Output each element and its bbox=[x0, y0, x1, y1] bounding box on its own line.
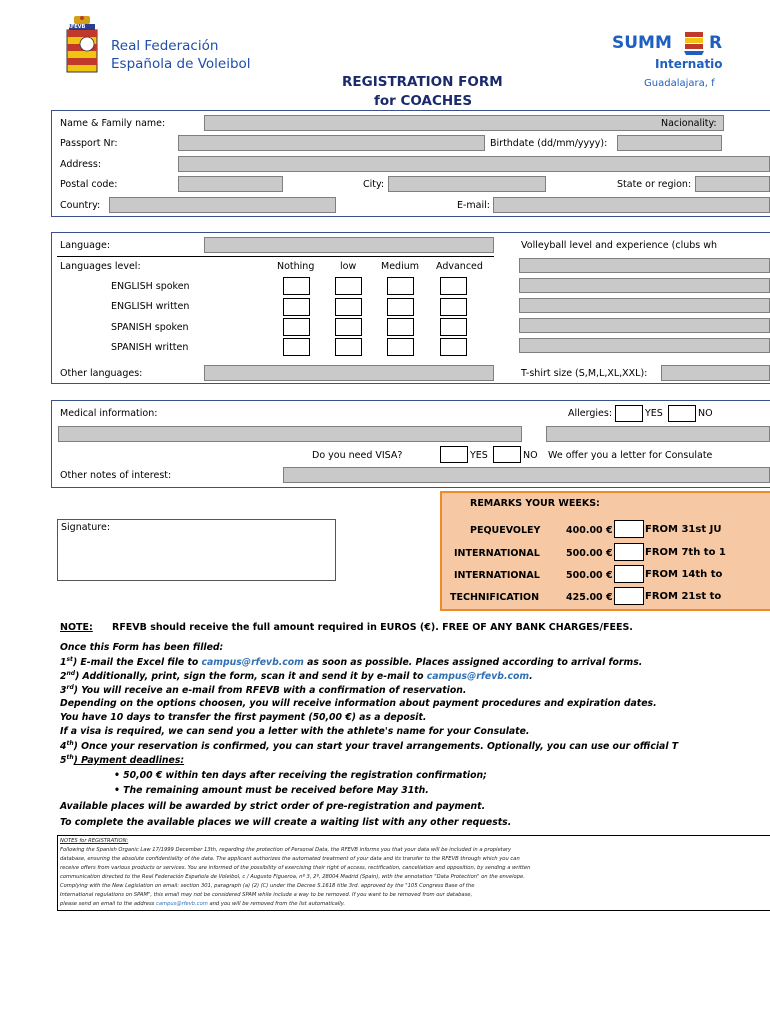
passport-label: Passport Nr: bbox=[60, 138, 118, 149]
form-title: REGISTRATION FORM bbox=[342, 74, 503, 90]
visa-no-label: NO bbox=[523, 450, 538, 461]
week-name: TECHNIFICATION bbox=[450, 592, 540, 603]
tshirt-input[interactable] bbox=[661, 365, 770, 381]
volleyball-level-label: Volleyball level and experience (clubs wh bbox=[521, 240, 718, 251]
lang-row-label: ENGLISH written bbox=[111, 301, 190, 312]
level-header-medium: Medium bbox=[381, 261, 419, 272]
step-number: 4 bbox=[60, 741, 67, 753]
week-name: PEQUEVOLEY bbox=[470, 525, 541, 536]
volleyball-experience-input[interactable] bbox=[519, 258, 770, 273]
event-title-a: SUMM bbox=[612, 33, 672, 53]
step-text: ) Once your reservation is confirmed, you can start your travel arrangements. Optionally, you can use our official T bbox=[73, 741, 679, 753]
fineprint-line: receive offers from various products or services. You are informed of the possibility of exercising their right of access, rectification, cancellation and opposition, by sending a written bbox=[60, 865, 531, 871]
level-header-advanced: Advanced bbox=[436, 261, 483, 272]
level-checkbox[interactable] bbox=[387, 338, 414, 356]
logo-text: RFEVB bbox=[67, 24, 86, 30]
step-1 bbox=[60, 656, 642, 668]
fineprint-line: database, ensuring the absolute confidentiality of the data. The applicant authorizes the automated treatment of your data and its transfer to the RFEVB through which you can bbox=[60, 856, 520, 862]
birthdate-input[interactable] bbox=[617, 135, 722, 151]
step-text: . bbox=[529, 671, 533, 683]
lang-row-label: SPANISH spoken bbox=[111, 322, 189, 333]
passport-input[interactable] bbox=[178, 135, 485, 151]
email-input[interactable] bbox=[493, 197, 770, 213]
week-checkbox[interactable] bbox=[614, 565, 644, 583]
note-text: RFEVB should receive the full amount required in EUROS (€). FREE OF ANY BANK CHARGES/FEES. bbox=[112, 622, 633, 633]
city-label: City: bbox=[363, 179, 385, 190]
week-date: FROM 14th to bbox=[645, 569, 723, 580]
name-input[interactable] bbox=[204, 115, 724, 131]
allergies-input[interactable] bbox=[546, 426, 770, 442]
address-label: Address: bbox=[60, 159, 102, 170]
volleyball-experience-input[interactable] bbox=[519, 338, 770, 353]
level-checkbox[interactable] bbox=[387, 298, 414, 316]
nationality-label: Nacionality: bbox=[661, 118, 717, 129]
level-checkbox[interactable] bbox=[440, 318, 467, 336]
step-3 bbox=[60, 684, 466, 696]
event-subtitle: Internatio bbox=[655, 57, 723, 71]
week-checkbox[interactable] bbox=[614, 543, 644, 561]
level-header-low: low bbox=[340, 261, 357, 272]
step-5 bbox=[60, 754, 184, 766]
fineprint-line bbox=[60, 901, 345, 907]
visa-line: If a visa is required, we can send you a letter with the athlete's name for your Consulate. bbox=[60, 726, 530, 737]
options-line: Depending on the options choosen, you will receive information about payment procedures and expiration dates. bbox=[60, 698, 657, 709]
week-price: 500.00 € bbox=[566, 570, 613, 581]
week-name: INTERNATIONAL bbox=[454, 570, 540, 581]
step-4 bbox=[60, 740, 722, 752]
languages-level-label: Languages level: bbox=[60, 261, 141, 272]
rfevb-logo bbox=[63, 14, 101, 76]
week-price: 500.00 € bbox=[566, 548, 613, 559]
level-checkbox[interactable] bbox=[283, 338, 310, 356]
divider bbox=[57, 256, 494, 257]
postal-input[interactable] bbox=[178, 176, 283, 192]
visa-yes-label: YES bbox=[470, 450, 488, 461]
email-link[interactable]: campus@rfevb.com bbox=[426, 671, 530, 683]
deposit-line: You have 10 days to transfer the first payment (50,00 €) as a deposit. bbox=[60, 712, 427, 723]
level-checkbox[interactable] bbox=[335, 298, 362, 316]
step-2 bbox=[60, 670, 533, 682]
notes-label: Other notes of interest: bbox=[60, 470, 172, 481]
deadline-bullet: • 50,00 € within ten days after receiving the registration confirmation; bbox=[114, 770, 487, 781]
fineprint-title: NOTES for REGISTRATION: bbox=[60, 838, 129, 844]
week-date: FROM 31st JU bbox=[645, 524, 722, 535]
volleyball-experience-input[interactable] bbox=[519, 298, 770, 313]
country-label: Country: bbox=[60, 200, 101, 211]
medical-input[interactable] bbox=[58, 426, 522, 442]
step-text: as soon as possible. Places assigned according to arrival forms. bbox=[303, 657, 643, 669]
level-checkbox[interactable] bbox=[283, 318, 310, 336]
email-link[interactable]: campus@rfevb.com bbox=[156, 901, 208, 907]
step-number: 3 bbox=[60, 685, 67, 697]
fineprint-line: Complying with the New Legislation on email: section 301, paragraph (a) (2) (C) under the Decree S.1618 title 3rd. approved by the "105 Congress Base of the bbox=[60, 883, 475, 889]
step-suffix: st bbox=[66, 656, 73, 663]
visa-no-checkbox[interactable] bbox=[493, 446, 521, 463]
step-text: ) Payment deadlines: bbox=[73, 755, 185, 767]
level-header-nothing: Nothing bbox=[277, 261, 315, 272]
birthdate-label: Birthdate (dd/mm/yyyy): bbox=[490, 138, 608, 149]
week-checkbox[interactable] bbox=[614, 520, 644, 538]
consulate-text: We offer you a letter for Consulate bbox=[548, 450, 713, 461]
volleyball-experience-input[interactable] bbox=[519, 278, 770, 293]
other-languages-label: Other languages: bbox=[60, 368, 143, 379]
fineprint-line: Following the Spanish Organic Law 17/1999 December 13th, regarding the protection of Personal Data, the RFEVB informs you that your data will be included in a propietary bbox=[60, 847, 512, 853]
fineprint-text: please send an email to the address bbox=[60, 901, 157, 907]
available-line: Available places will be awarded by strict order of pre-registration and payment. bbox=[60, 801, 486, 812]
step-text: ) You will receive an e-mail from RFEVB with a confirmation of reservation. bbox=[73, 685, 467, 697]
event-title-b: R bbox=[709, 33, 723, 53]
address-input[interactable] bbox=[178, 156, 770, 172]
allergies-label: Allergies: bbox=[568, 408, 613, 419]
fineprint-text: and you will be removed from the list automatically. bbox=[207, 901, 346, 907]
lang-row-label: SPANISH written bbox=[111, 342, 189, 353]
week-name: INTERNATIONAL bbox=[454, 548, 540, 559]
city-input[interactable] bbox=[388, 176, 546, 192]
week-date: FROM 21st to bbox=[645, 591, 722, 602]
lang-row-label: ENGLISH spoken bbox=[111, 281, 190, 292]
language-label: Language: bbox=[60, 240, 111, 251]
level-checkbox[interactable] bbox=[335, 277, 362, 295]
language-input[interactable] bbox=[204, 237, 494, 253]
fineprint-line: communication directed to the Real Federación Española de Voleibol, c / Augusto Figueroa, nº 3, 2º, 28004 Madrid (Spain), with the annotation "Data Protection" on the envelope. bbox=[60, 874, 525, 880]
level-checkbox[interactable] bbox=[440, 338, 467, 356]
step-text: ) E-mail the Excel file to bbox=[72, 657, 202, 669]
medical-label: Medical information: bbox=[60, 408, 158, 419]
step-number: 5 bbox=[60, 755, 67, 767]
other-languages-input[interactable] bbox=[204, 365, 494, 381]
allergies-no-checkbox[interactable] bbox=[668, 405, 696, 422]
level-checkbox[interactable] bbox=[387, 277, 414, 295]
visa-label: Do you need VISA? bbox=[312, 450, 403, 461]
note-label: NOTE: bbox=[60, 622, 93, 633]
form-subtitle: for COACHES bbox=[374, 93, 473, 109]
name-label: Name & Family name: bbox=[60, 118, 166, 129]
signature-label: Signature: bbox=[61, 522, 111, 533]
email-label: E-mail: bbox=[457, 200, 490, 211]
week-date: FROM 7th to 1 bbox=[645, 547, 726, 558]
step-number: 1 bbox=[60, 657, 67, 669]
fineprint-line: International regulations on SPAM", this email may not be considered SPAM while include a way to be removed. If you want to be removed from our database, bbox=[60, 892, 473, 898]
step-suffix: th bbox=[66, 754, 74, 761]
level-checkbox[interactable] bbox=[335, 318, 362, 336]
notes-input[interactable] bbox=[283, 467, 770, 483]
org-name-line1: Real Federación bbox=[111, 38, 219, 54]
level-checkbox[interactable] bbox=[283, 277, 310, 295]
level-checkbox[interactable] bbox=[283, 298, 310, 316]
week-price: 400.00 € bbox=[566, 525, 613, 536]
step-number: 2 bbox=[60, 671, 67, 683]
step-suffix: nd bbox=[66, 670, 76, 677]
level-checkbox[interactable] bbox=[440, 277, 467, 295]
deadline-bullet: • The remaining amount must be received before May 31th. bbox=[114, 785, 429, 796]
step-suffix: rd bbox=[66, 684, 74, 691]
level-checkbox[interactable] bbox=[387, 318, 414, 336]
remarks-title: REMARKS YOUR WEEKS: bbox=[470, 498, 600, 509]
event-place: Guadalajara, f bbox=[644, 78, 715, 89]
allergies-yes-label: YES bbox=[645, 408, 663, 419]
visa-yes-checkbox[interactable] bbox=[440, 446, 468, 463]
allergies-yes-checkbox[interactable] bbox=[615, 405, 643, 422]
waiting-line: To complete the available places we will create a waiting list with any other requests. bbox=[60, 817, 512, 828]
postal-label: Postal code: bbox=[60, 179, 118, 190]
state-input[interactable] bbox=[695, 176, 770, 192]
tshirt-label: T-shirt size (S,M,L,XL,XXL): bbox=[521, 368, 648, 379]
step-suffix: th bbox=[66, 740, 74, 747]
week-checkbox[interactable] bbox=[614, 587, 644, 605]
email-link[interactable]: campus@rfevb.com bbox=[201, 657, 304, 669]
once-filled: Once this Form has been filled: bbox=[60, 642, 224, 653]
week-price: 425.00 € bbox=[566, 592, 613, 603]
level-checkbox[interactable] bbox=[440, 298, 467, 316]
allergies-no-label: NO bbox=[698, 408, 713, 419]
org-name-line2: Española de Voleibol bbox=[111, 56, 251, 72]
country-input[interactable] bbox=[109, 197, 336, 213]
step-text: ) Additionally, print, sign the form, scan it and send it by e-mail to bbox=[75, 671, 427, 683]
event-logo-icon bbox=[682, 30, 706, 56]
level-checkbox[interactable] bbox=[335, 338, 362, 356]
volleyball-experience-input[interactable] bbox=[519, 318, 770, 333]
state-label: State or region: bbox=[617, 179, 692, 190]
